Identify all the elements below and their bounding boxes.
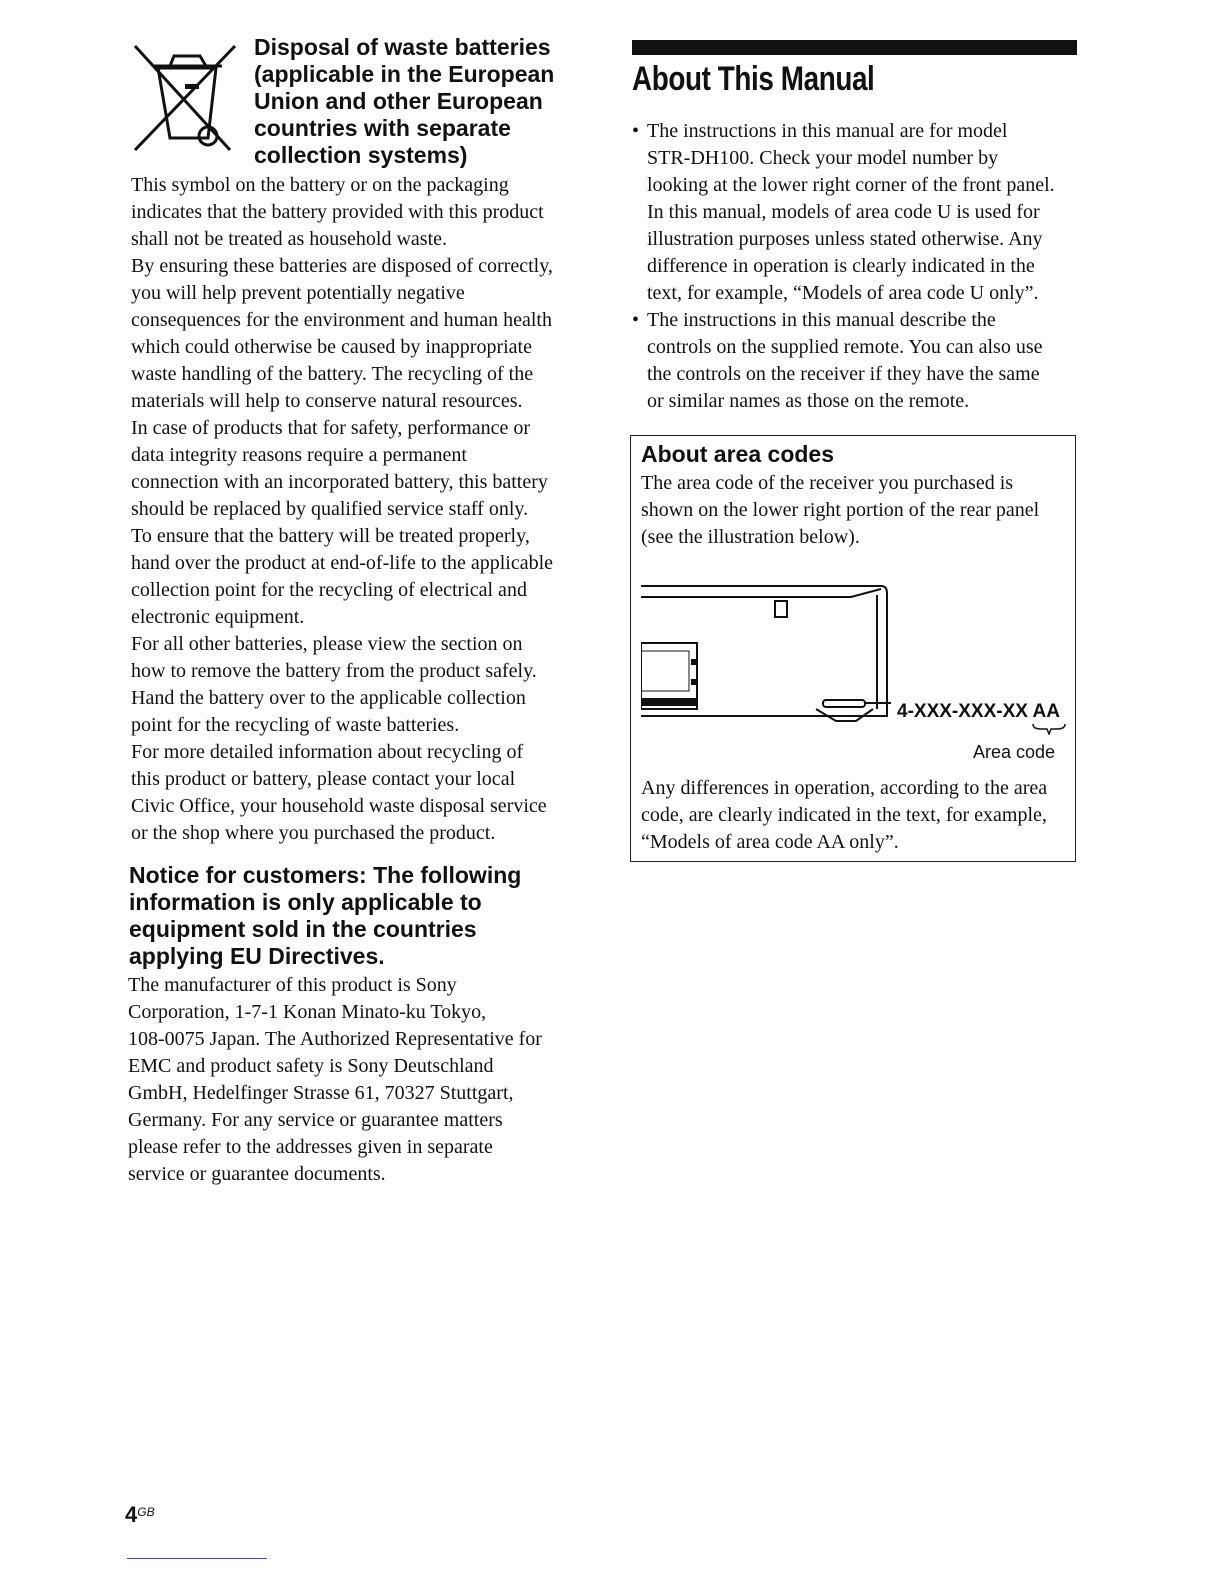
eu-notice-heading (129, 862, 521, 970)
text-line: which could otherwise be caused by inappropriate (131, 336, 532, 358)
heading-line: Union and other European (254, 88, 543, 114)
text-line: EMC and product safety is Sony Deutschland (128, 1055, 494, 1077)
text-line: The area code of the receiver you purchased is (641, 472, 1014, 494)
text-line: • The instructions in this manual describe the (647, 309, 996, 331)
eu-notice-text (128, 972, 542, 1188)
text-line: or similar names as those on the remote. (647, 390, 970, 412)
area-codes-heading: About area codes (641, 441, 834, 467)
text-line: shall not be treated as household waste. (131, 228, 448, 250)
area-codes-intro (641, 470, 1039, 551)
footer-rule (127, 1558, 267, 1559)
text-line: This symbol on the battery or on the packaging (131, 174, 509, 196)
text-line: please refer to the addresses given in separate (128, 1136, 493, 1158)
text-line: The manufacturer of this product is Sony (128, 974, 457, 996)
text-line: STR-DH100. Check your model number by (647, 147, 999, 169)
text-line: collection point for the recycling of electrical and (131, 579, 527, 601)
text-line: Civic Office, your household waste disposal service (131, 795, 547, 817)
text-line: For all other batteries, please view the section on (131, 633, 523, 655)
area-code-brace-icon (1031, 723, 1067, 735)
text-line: code, are clearly indicated in the text, for example, (641, 804, 1047, 826)
text-line: consequences for the environment and human health (131, 309, 552, 331)
text-line: Notice for customers: The following (129, 862, 522, 888)
text-line: GmbH, Hedelfinger Strasse 61, 70327 Stuttgart, (128, 1082, 514, 1104)
text-line: hand over the product at end-of-life to the applicable (131, 552, 554, 574)
crossed-bin-icon (130, 38, 240, 158)
text-line: Germany. For any service or guarantee matters (128, 1109, 503, 1131)
text-line: By ensuring these batteries are disposed of correctly, (131, 255, 553, 277)
heading-line: Disposal of waste batteries (254, 34, 551, 60)
page-suffix: GB (137, 1505, 155, 1519)
battery-disposal-heading (254, 34, 554, 169)
text-line: shown on the lower right portion of the rear panel (641, 499, 1040, 521)
page-title: About This Manual (632, 60, 875, 98)
text-line: point for the recycling of waste batteries. (131, 714, 460, 736)
text-line: In case of products that for safety, performance or (131, 417, 531, 439)
text-line: service or guarantee documents. (128, 1163, 386, 1185)
text-line: materials will help to conserve natural resources. (131, 390, 523, 412)
text-line: controls on the supplied remote. You can also use (647, 336, 1043, 358)
area-codes-box (630, 435, 1076, 862)
text-line: the controls on the receiver if they have the same (647, 363, 1040, 385)
text-line: how to remove the battery from the product safely. (131, 660, 537, 682)
text-line: information is only applicable to (129, 889, 482, 915)
text-line: “Models of area code AA only”. (641, 831, 899, 853)
text-line: For more detailed information about recycling of (131, 741, 524, 763)
text-line: looking at the lower right corner of the front panel. (647, 174, 1055, 196)
text-line: data integrity reasons require a permanent (131, 444, 467, 466)
rear-panel-illustration (641, 581, 901, 731)
heading-line: (applicable in the European (254, 61, 555, 87)
page-number-value: 4 (125, 1502, 138, 1527)
section-bar (632, 40, 1077, 55)
bullet-item (632, 118, 1055, 307)
text-line: illustration purposes unless stated otherwise. Any (647, 228, 1043, 250)
text-line: waste handling of the battery. The recycling of the (131, 363, 534, 385)
text-line: applying EU Directives. (129, 943, 385, 969)
heading-line: countries with separate (254, 115, 511, 141)
manual-bullets (632, 118, 1055, 415)
text-line: electronic equipment. (131, 606, 305, 628)
text-line: you will help prevent potentially negative (131, 282, 465, 304)
text-line: indicates that the battery provided with this product (131, 201, 544, 223)
text-line: or the shop where you purchased the product. (131, 822, 496, 844)
text-line: In this manual, models of area code U is used for (647, 201, 1040, 223)
model-code-label: 4-XXX-XXX-XX AA (897, 701, 1060, 722)
text-line: To ensure that the battery will be treated properly, (131, 525, 530, 547)
area-codes-outro (641, 775, 1047, 856)
text-line: connection with an incorporated battery, this battery (131, 471, 548, 493)
text-line: Hand the battery over to the applicable collection (131, 687, 526, 709)
bullet-item (632, 307, 1055, 415)
text-line: this product or battery, please contact your local (131, 768, 516, 790)
text-line: Any differences in operation, according to the area (641, 777, 1048, 799)
page-number (125, 1502, 155, 1528)
text-line: • The instructions in this manual are for model (647, 120, 1008, 142)
battery-disposal-text (131, 172, 553, 847)
text-line: should be replaced by qualified service staff only. (131, 498, 529, 520)
area-code-caption: Area code (973, 742, 1056, 762)
text-line: (see the illustration below). (641, 526, 860, 548)
text-line: 108-0075 Japan. The Authorized Representative for (128, 1028, 542, 1050)
text-line: equipment sold in the countries (129, 916, 477, 942)
text-line: text, for example, “Models of area code U only”. (647, 282, 1039, 304)
text-line: Corporation, 1-7-1 Konan Minato-ku Tokyo, (128, 1001, 487, 1023)
text-line: difference in operation is clearly indicated in the (647, 255, 1035, 277)
heading-line: collection systems) (254, 142, 468, 168)
